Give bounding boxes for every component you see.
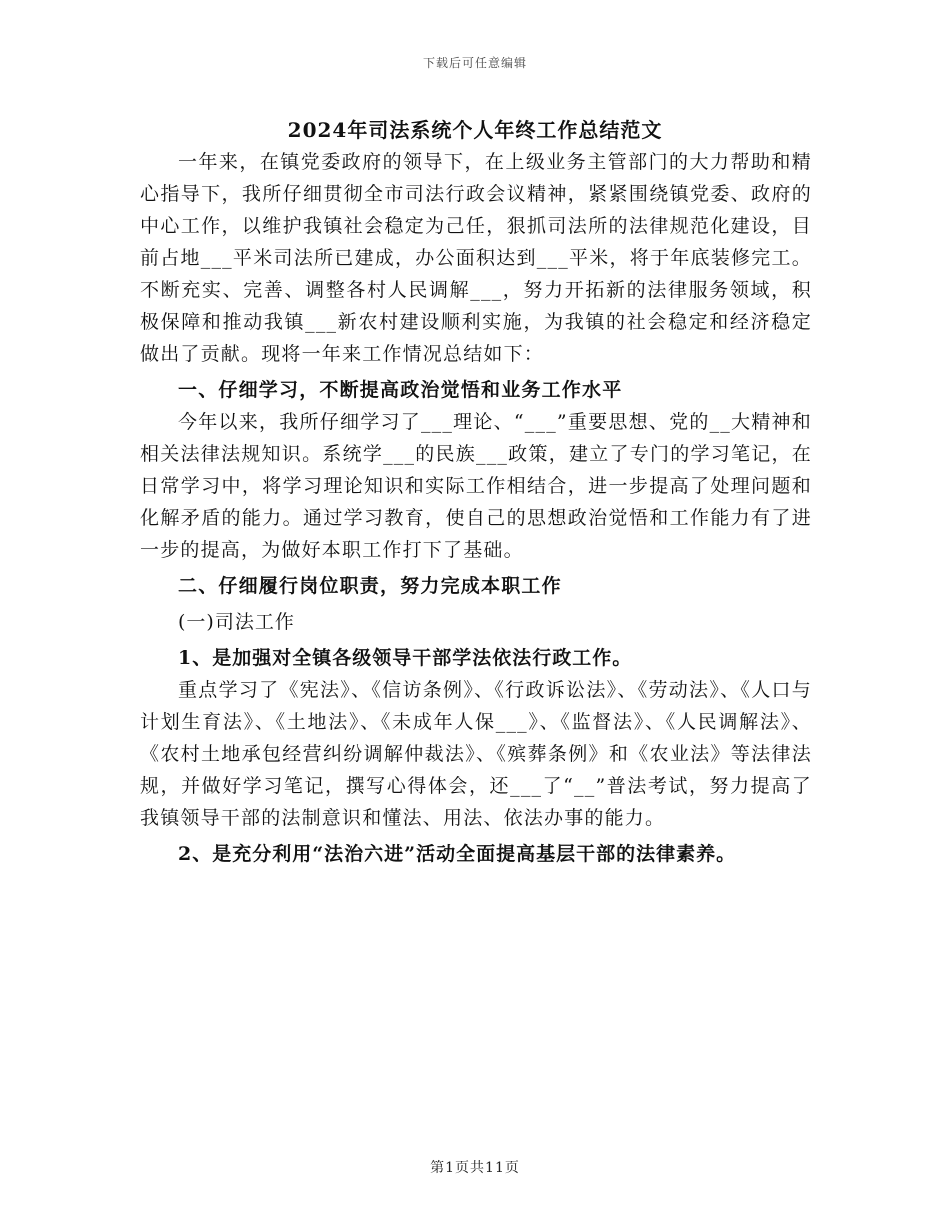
- section-2-heading: 二、仔细履行岗位职责，努力完成本职工作: [178, 575, 562, 597]
- section-1-heading: 一、仔细学习，不断提高政治觉悟和业务工作水平: [178, 379, 623, 401]
- intro-paragraph: 一年来，在镇党委政府的领导下，在上级业务主管部门的大力帮助和精心指导下，我所仔细贯彻全市司法行政会议精神，紧紧围绕镇党委、政府的中心工作，以维护我镇社会稳定为己任，狠抓司法所的法律规范化建设，目前占地___平米司法所已建成，办公面积达到___平米，将于年底装修完工。不断充实、完善、调整各村人民调解___，努力开拓新的法律服务领域，积极保障和推动我镇___新农村建设顺利实施，为我镇的社会稳定和经济稳定做出了贡献。现将一年来工作情况总结如下：: [140, 151, 812, 365]
- item-2-heading: 2、是充分利用“法治六进”活动全面提高基层干部的法律素养。: [178, 843, 737, 865]
- header-note: 下载后可任意编辑: [422, 56, 527, 70]
- item-1-paragraph: 重点学习了《宪法》、《信访条例》、《行政诉讼法》、《劳动法》、《人口与计划生育法》、《土地法》、《未成年人保___》、《监督法》、《人民调解法》、《农村土地承包经营纠纷调解仲裁法》、《殡葬条例》和《农业法》等法律法规，并做好学习笔记，撰写心得体会，还___了“__”普法考试，努力提高了我镇领导干部的法制意识和懂法、用法、依法办事的能力。: [140, 679, 812, 829]
- subsection-1-heading: (一)司法工作: [178, 611, 295, 633]
- document-title: 2024年司法系统个人年终工作总结范文: [287, 118, 663, 142]
- item-1-heading: 1、是加强对全镇各级领导干部学法依法行政工作。: [178, 647, 633, 669]
- document-body: [140, 146, 812, 870]
- section-1-paragraph: 今年以来，我所仔细学习了___理论、“___”重要思想、党的__大精神和相关法律法规知识。系统学___的民族___政策，建立了专门的学习笔记，在日常学习中，将学习理论知识和实际工作相结合，进一步提高了处理问题和化解矛盾的能力。通过学习教育，使自己的思想政治觉悟和工作能力有了进一步的提高，为做好本职工作打下了基础。: [140, 411, 812, 561]
- page-indicator: 第1页共11页: [430, 1160, 520, 1176]
